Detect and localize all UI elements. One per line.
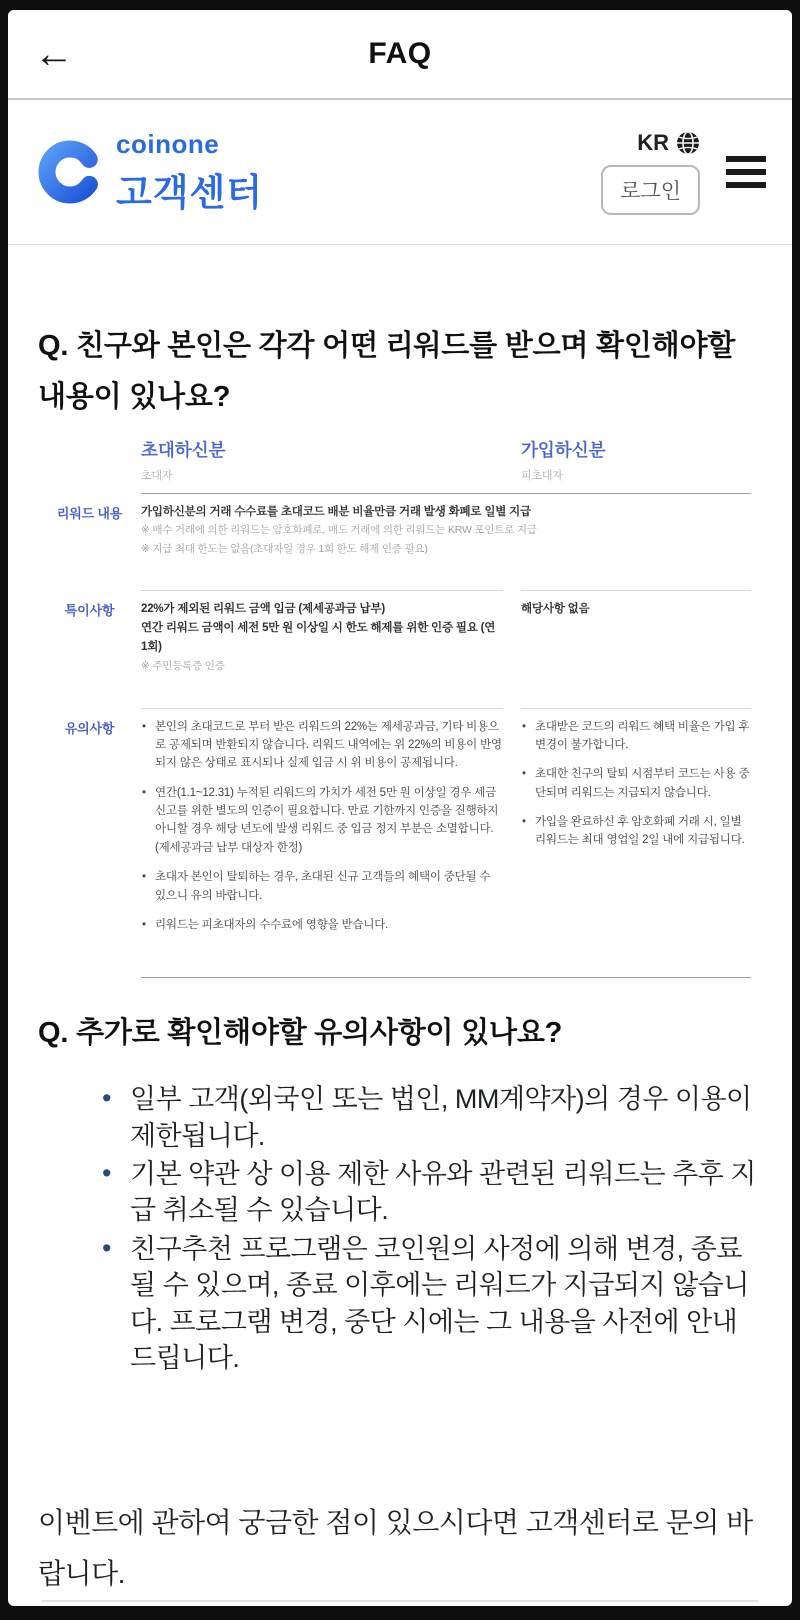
special-right-cell (521, 590, 751, 707)
additional-notes-list (38, 1081, 762, 1379)
screen (8, 10, 792, 1606)
main-content (8, 245, 792, 1606)
language-selector[interactable] (637, 130, 700, 156)
contact-note: 이벤트에 관하여 궁금한 점이 있으시다면 고객센터로 문의 바랍니다. (38, 1506, 753, 1590)
table-row-special (38, 590, 762, 707)
site-header (8, 100, 792, 245)
brand-name-ko: 고객센터 (116, 171, 263, 213)
special-left-cell (141, 590, 503, 707)
special-line: 22%가 제외된 리워드 금액 입금 (제세공과금 납부) (141, 603, 386, 616)
table-row-reward (38, 493, 762, 591)
brand-logo[interactable] (38, 129, 263, 216)
locale-label: KR (637, 129, 669, 155)
page-title: FAQ (368, 37, 432, 70)
table-bottom-rule (141, 977, 751, 978)
app-bar (8, 10, 792, 100)
reward-cell (141, 493, 751, 591)
note-item: • 일부 고객(외국인 또는 법인, MM계약자)의 경우 이용이 제한됩니다. (100, 1081, 762, 1154)
login-button[interactable]: 로그인 (601, 165, 700, 215)
row-label-caution: 유의사항 (64, 720, 115, 736)
reward-main-prefix: 가입하신분의 거래 수수료를 초대코드 배분 비율만큼 (141, 505, 399, 518)
column-header-invitee (521, 437, 751, 493)
question-1: Q. 친구와 본인은 각각 어떤 리워드를 받으며 확인해야할 내용이 있나요? (38, 330, 736, 413)
globe-icon (676, 131, 700, 155)
table-header-row (38, 437, 762, 493)
special-line: 연간 리워드 금액이 세전 5만 원 이상일 시 한도 해제를 위한 인증 필요 (연 1회) (141, 622, 496, 654)
column-title: 가입하신분 (521, 439, 606, 460)
reward-note: ※ 매수 거래에 의한 리워드는 암호화폐로, 매도 거래에 의한 리워드는 KRW 포인트로 지급 (141, 524, 537, 537)
column-title: 초대하신분 (141, 439, 226, 460)
caution-item: • 가입을 완료하신 후 암호화폐 거래 시, 일별 리워드는 최대 영업일 2일 내에 지급됩니다. (521, 813, 751, 850)
caution-item: • 초대한 친구의 탈퇴 시점부터 코드는 사용 중단되며 리워드는 지급되지 않습니다. (521, 765, 751, 802)
column-header-inviter (141, 437, 503, 493)
note-item: • 친구추천 프로그램은 코인원의 사정에 의해 변경, 종료될 수 있으며, 종료 이후에는 리워드가 지급되지 않습니다. 프로그램 변경, 중단 시에는 그 내용을 사전에 안내드립니다. (100, 1231, 762, 1377)
question-2: Q. 추가로 확인해야할 유의사항이 있나요? (38, 1017, 563, 1050)
brand-text (116, 129, 263, 216)
caution-item: • 리워드는 피초대자의 수수료에 영향을 받습니다. (141, 916, 503, 934)
caution-item: • 본인의 초대코드로 부터 받은 리워드의 22%는 제세공과금, 기타 비용으로 공제되며 반환되지 않습니다. 리워드 내역에는 위 22%의 비용이 반영되지 않은 상태로 표시되나 실제 입금 시 위 비용이 공제됩니다. (141, 718, 503, 773)
menu-icon[interactable] (726, 152, 766, 192)
row-label-reward: 리워드 내용 (56, 505, 123, 521)
special-note: ※ 주민등록증 인증 (141, 660, 225, 673)
footer-divider (42, 1600, 758, 1602)
caution-item: • 연간(1.1~12.31) 누적된 리워드의 가치가 세전 5만 원 이상일 경우 세금 신고를 위한 별도의 인증이 필요합니다. 만료 기한까지 인증을 진행하지 아니할 경우 해당 년도에 발생 리워드 중 입금 정지 부분은 소멸합니다.(제세공과금 납부 대상자 한정) (141, 784, 503, 858)
caution-right-cell (521, 708, 751, 978)
header-right (601, 130, 766, 215)
reward-note: ※ 지급 최대 한도는 없음(초대자일 경우 1회 한도 해제 인증 필요) (141, 542, 428, 555)
reward-main-bold: 거래 발생 화폐로 일별 지급 (398, 505, 531, 518)
note-item: • 기본 약관 상 이용 제한 사유와 관련된 리워드는 추후 지급 취소될 수 있습니다. (100, 1156, 762, 1229)
coinone-logo-icon (38, 140, 102, 204)
caution-left-cell (141, 708, 503, 978)
table-bottom-rule-row (38, 977, 762, 978)
reward-table (38, 437, 762, 979)
back-button[interactable]: ← (34, 32, 74, 76)
caution-item: • 초대자 본인이 탈퇴하는 경우, 초대된 신규 고객들의 혜택이 중단될 수 있으니 유의 바랍니다. (141, 868, 503, 905)
brand-name-en: coinone (116, 128, 220, 159)
caution-item: • 초대받은 코드의 리워드 혜택 비율은 가입 후 변경이 불가합니다. (521, 718, 751, 755)
column-subtitle: 초대자 (141, 469, 173, 482)
table-row-caution (38, 708, 762, 978)
row-label-special: 특이사항 (64, 603, 115, 619)
special-right-text: 해당사항 없음 (521, 603, 590, 616)
column-subtitle: 피초대자 (521, 469, 563, 482)
